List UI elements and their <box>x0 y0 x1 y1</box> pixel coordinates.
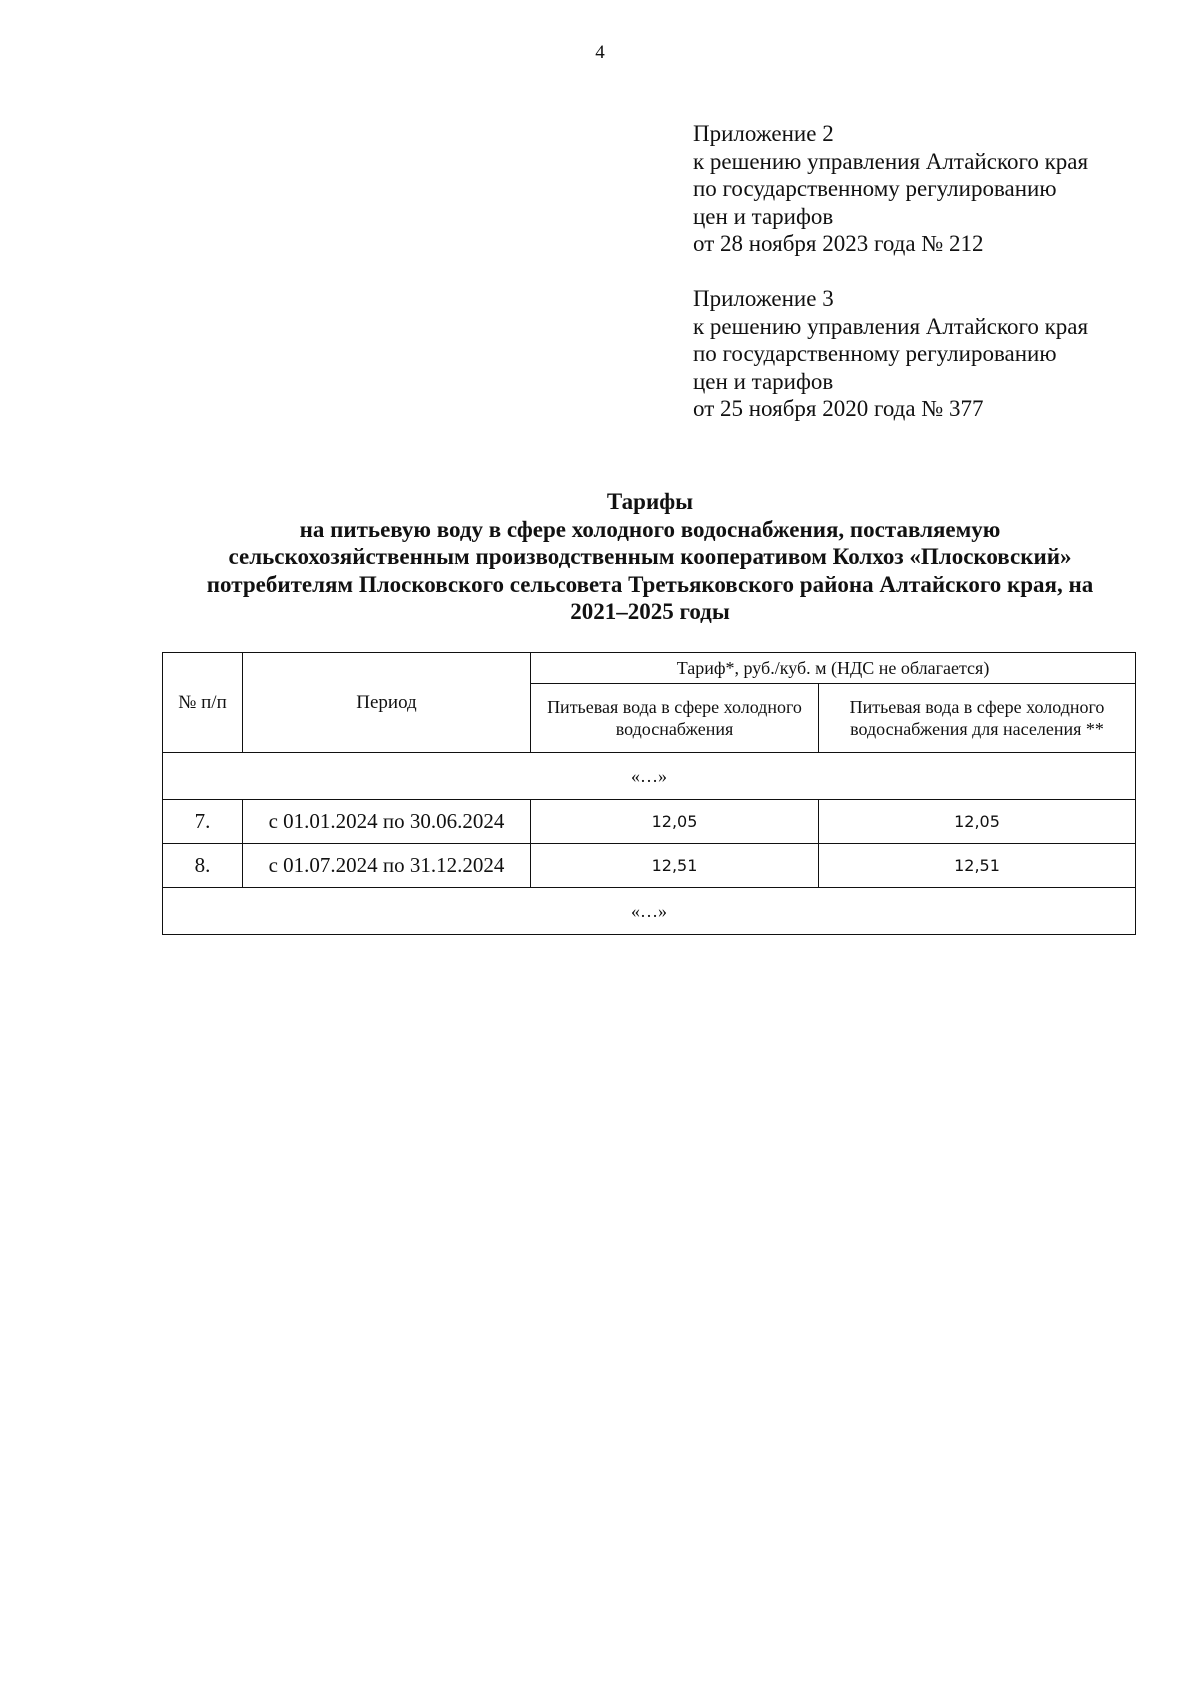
appendix-2-line: Приложение 2 <box>693 121 834 146</box>
row-population-value: 12,05 <box>819 800 1136 844</box>
appendix-3-line: Приложение 3 <box>693 286 834 311</box>
table-ellipsis-row <box>163 753 1136 800</box>
appendix-2-line: от 28 ноября 2023 года № 212 <box>693 231 984 256</box>
header-drinking-water: Питьевая вода в сфере холодного водоснабжения <box>531 684 819 753</box>
header-tariff-group: Тариф*, руб./куб. м (НДС не облагается) <box>531 653 1136 684</box>
appendix-3-line: цен и тарифов <box>693 368 834 394</box>
document-title <box>140 488 1160 626</box>
tariff-table <box>162 652 1136 935</box>
row-drinking-water-value: 12,51 <box>531 844 819 888</box>
title-line: 2021–2025 годы <box>570 599 730 624</box>
appendix-3-block <box>693 285 1173 423</box>
header-number: № п/п <box>163 653 243 753</box>
row-period: с 01.07.2024 по 31.12.2024 <box>243 844 531 888</box>
appendix-2-line: цен и тарифов <box>693 203 834 229</box>
title-line: на питьевую воду в сфере холодного водоснабжения, поставляемую <box>299 516 1001 542</box>
row-population-value: 12,51 <box>819 844 1136 888</box>
header-period: Период <box>243 653 531 753</box>
appendix-3-line: к решению управления Алтайского края <box>693 313 1089 339</box>
header-drinking-water-population: Питьевая вода в сфере холодного водоснабжения для населения ** <box>819 684 1136 753</box>
appendix-3-line: от 25 ноября 2020 года № 377 <box>693 396 984 421</box>
ellipsis-top: «…» <box>163 753 1136 800</box>
ellipsis-bottom: «…» <box>163 888 1136 935</box>
title-line: потребителям Плосковского сельсовета Третьяковского района Алтайского края, на <box>206 571 1094 597</box>
row-number: 8. <box>163 844 243 888</box>
table-row <box>163 844 1136 888</box>
table-row <box>163 800 1136 844</box>
appendix-2-line: к решению управления Алтайского края <box>693 148 1089 174</box>
page-number: 4 <box>595 42 605 63</box>
appendix-3-line: по государственному регулированию <box>693 341 1057 366</box>
row-number: 7. <box>163 800 243 844</box>
title-line: Тарифы <box>606 489 694 514</box>
appendix-2-block <box>693 120 1173 258</box>
table-ellipsis-row <box>163 888 1136 935</box>
row-period: с 01.01.2024 по 30.06.2024 <box>243 800 531 844</box>
row-drinking-water-value: 12,05 <box>531 800 819 844</box>
appendix-2-line: по государственному регулированию <box>693 176 1057 201</box>
title-line: сельскохозяйственным производственным кооперативом Колхоз «Плосковский» <box>228 544 1072 569</box>
table-header-row <box>163 653 1136 684</box>
